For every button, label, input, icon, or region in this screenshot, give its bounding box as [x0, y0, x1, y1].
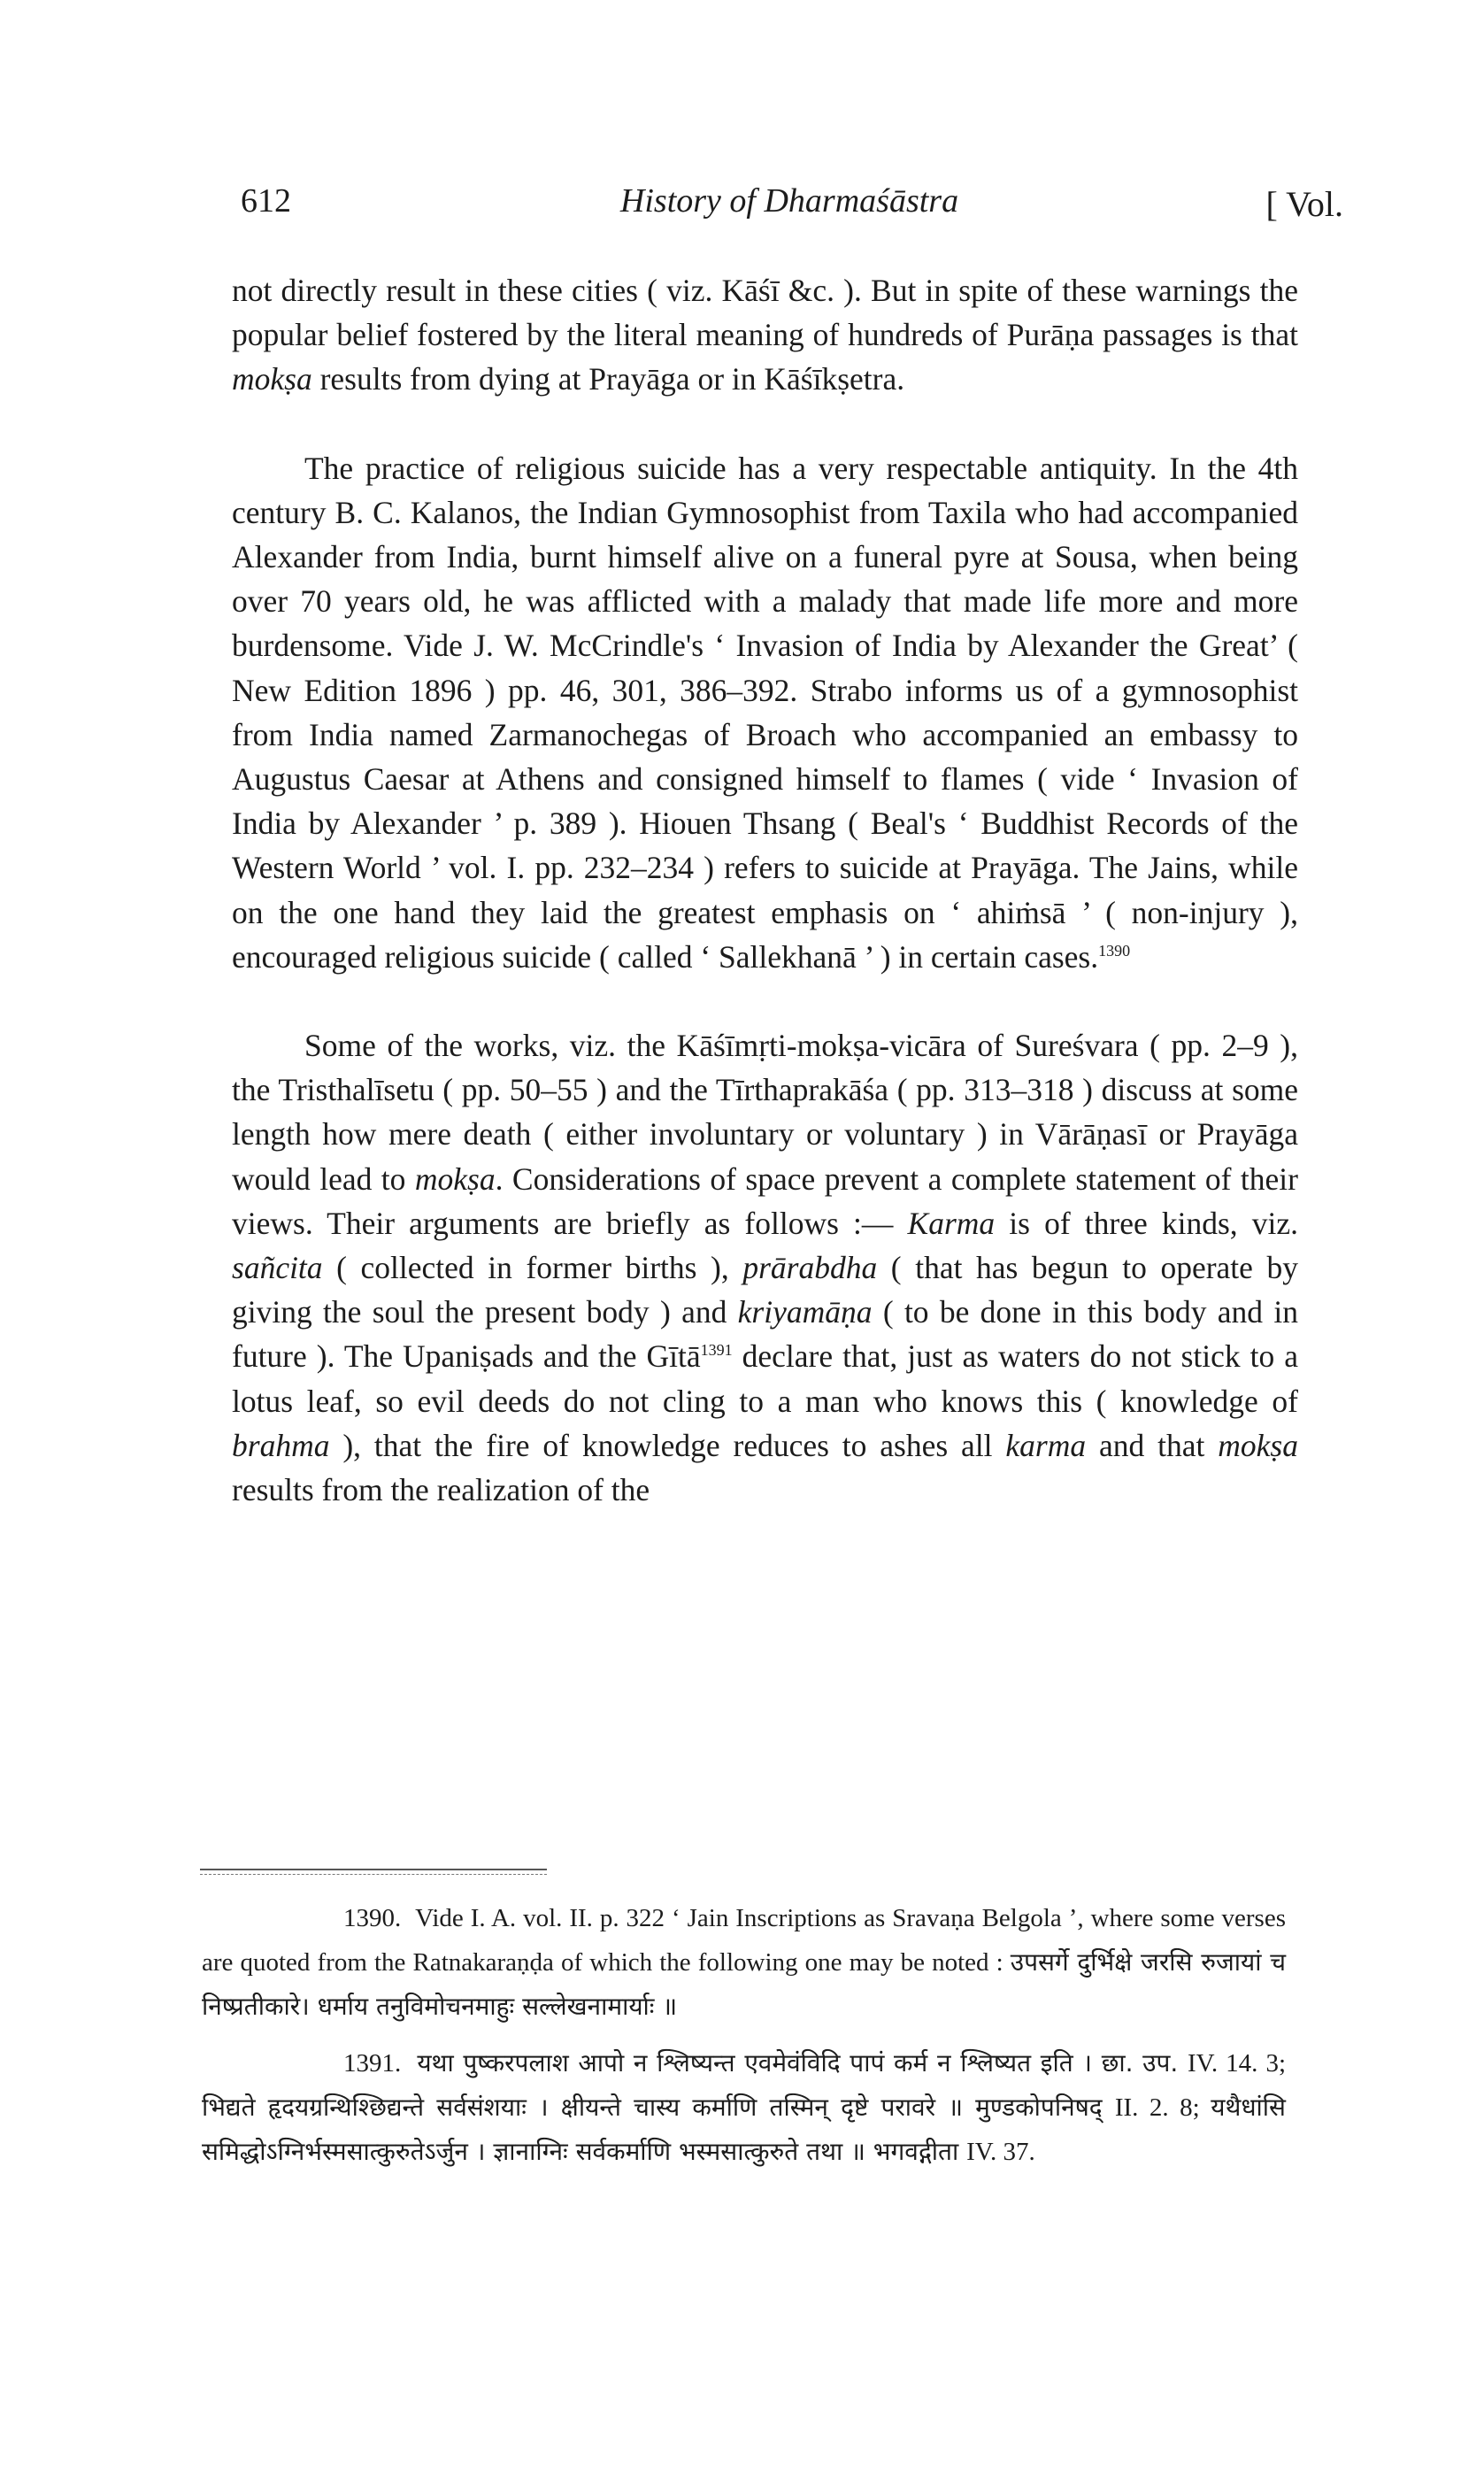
text-run: is of three kinds, viz.	[995, 1205, 1298, 1241]
text-run: ( to be done in this body and in future ). The Upaniṣads and the Gītā	[232, 1294, 1298, 1375]
body-text	[232, 268, 1298, 1512]
italic-term: mokṣa	[1218, 1427, 1298, 1463]
sanskrit-quotation: भिद्यते हृदयग्रन्थिश्छिद्यन्ते सर्वसंशयाः । क्षीयन्ते चास्य कर्माणि तस्मिन् दृष्टे परावरे ॥ मुण्डकोपनिषद्	[202, 2093, 1115, 2122]
sanskrit-quotation: उपसर्गे दुर्भिक्षे जरसि रुजायां च निष्प्रतीकारे। धर्माय तनुविमोचनमाहुः सल्लेखनामार्याः ॥	[202, 1947, 1286, 2021]
text-run: Vide I. A. vol. II. p. 322 ‘ Jain Inscriptions as Sravaṇa Belgola ’, where some verses are quoted from the Ratnakaraṇḍa of which the following one may be noted :	[202, 1904, 1286, 1977]
text-run: The practice of religious suicide has a very respectable antiquity. In the 4th century B. C. Kalanos, the Indian Gymnosophist from Taxila who had accompanied Alexander from India, burnt himself alive on a funeral pyre at Sousa, when being over 70 years old, he was afflicted with a malady that made life more and more burdensome. Vide J. W. McCrindle's ‘ Invasion of India by Alexander the Great’ ( New Edition 1896 ) pp. 46, 301, 386–392. Strabo informs us of a gymnosophist from India named Zarmanochegas of Broach who accompanied an embassy to Augustus Caesar at Athens and consigned himself to flames ( vide ‘ Invasion of India by Alexander ’ p. 389 ). Hiouen Thsang ( Beal's ‘ Buddhist Records of the Western World ’ vol. I. pp. 232–234 ) refers to suicide at Prayāga. The Jains, while on the one hand they laid the greatest emphasis on ‘ ahiṁsā ’ ( non-injury ), encouraged religious suicide ( called ‘ Sallekhanā ’ ) in certain cases.	[232, 450, 1298, 975]
running-header	[235, 181, 1343, 235]
paragraph	[232, 1023, 1298, 1512]
text-run: IV. 14. 3;	[1188, 2049, 1286, 2078]
footnote-label: 1391.	[343, 2049, 402, 2078]
footnotes	[202, 1896, 1286, 2174]
text-run: results from the realization of the	[232, 1472, 650, 1508]
text-run: . Considerations of space prevent a complete statement of their views. Their arguments are briefly as follows :—	[232, 1160, 1298, 1241]
paragraph	[232, 268, 1298, 402]
text-run: II. 2. 8;	[1114, 2093, 1211, 2122]
page-number: 612	[241, 182, 291, 220]
italic-term: kriyamāṇa	[737, 1294, 873, 1330]
italic-term: Karma	[907, 1205, 996, 1241]
italic-term: sañcita	[232, 1250, 323, 1286]
italic-term: brahma	[232, 1427, 330, 1463]
italic-term: prārabdha	[742, 1250, 878, 1286]
sanskrit-quotation: यथैधांसि समिद्धोऽग्निर्भस्मसात्कुरुतेऽर्जुन । ज्ञानाग्निः सर्वकर्माणि भस्मसात्कुरुते तथा ॥ भगवद्गीता	[202, 2093, 1286, 2166]
footnote-divider	[200, 1869, 547, 1870]
text-run: declare that, just as waters do not stick to a lotus leaf, so evil deeds do not cling to a man who knows this ( knowledge of	[232, 1338, 1298, 1419]
footnote-reference: 1391	[700, 1341, 733, 1360]
text-run: ( that has begun to operate by giving the soul the present body ) and	[232, 1250, 1298, 1330]
running-title: History of Dharmaśāstra	[619, 182, 959, 220]
text-run: ( collected in former births ),	[322, 1250, 743, 1286]
text-run: IV. 37.	[966, 2138, 1035, 2166]
footnote	[202, 2041, 1286, 2174]
text-run: not directly result in these cities ( viz. Kāśī &c. ). But in spite of these warnings the popular belief fostered by the literal meaning of hundreds of Purāṇa passages is that	[232, 273, 1298, 353]
italic-term: mokṣa	[414, 1160, 496, 1197]
sanskrit-quotation: यथा पुष्करपलाश आपो न श्लिष्यन्त एवमेवंविदि पापं कर्म न श्लिष्यत इति । छा. उप.	[417, 2048, 1188, 2078]
text-run: Some of the works, viz. the Kāśīmṛti-mokṣa-vicāra of Sureśvara ( pp. 2–9 ), the Tristhalīsetu ( pp. 50–55 ) and the Tīrthaprakāśa ( pp. 313–318 ) discuss at some length how mere death ( either involuntary or voluntary ) in Vārāṇasī or Prayāga would lead to	[232, 1028, 1298, 1197]
footnote-reference: 1390	[1098, 942, 1131, 960]
text-run: results from dying at Prayāga or in Kāśīkṣetra.	[311, 361, 905, 397]
italic-term: karma	[1005, 1427, 1087, 1463]
text-run: ), that the fire of knowledge reduces to ashes all	[329, 1427, 1006, 1463]
paragraph	[232, 446, 1298, 979]
italic-term: mokṣa	[232, 361, 312, 397]
text-run: and that	[1086, 1427, 1219, 1463]
footnote	[202, 1896, 1286, 2029]
footnote-divider-dashed	[200, 1874, 547, 1875]
footnote-label: 1390.	[343, 1904, 402, 1932]
volume-label: [ Vol.	[1265, 184, 1343, 224]
